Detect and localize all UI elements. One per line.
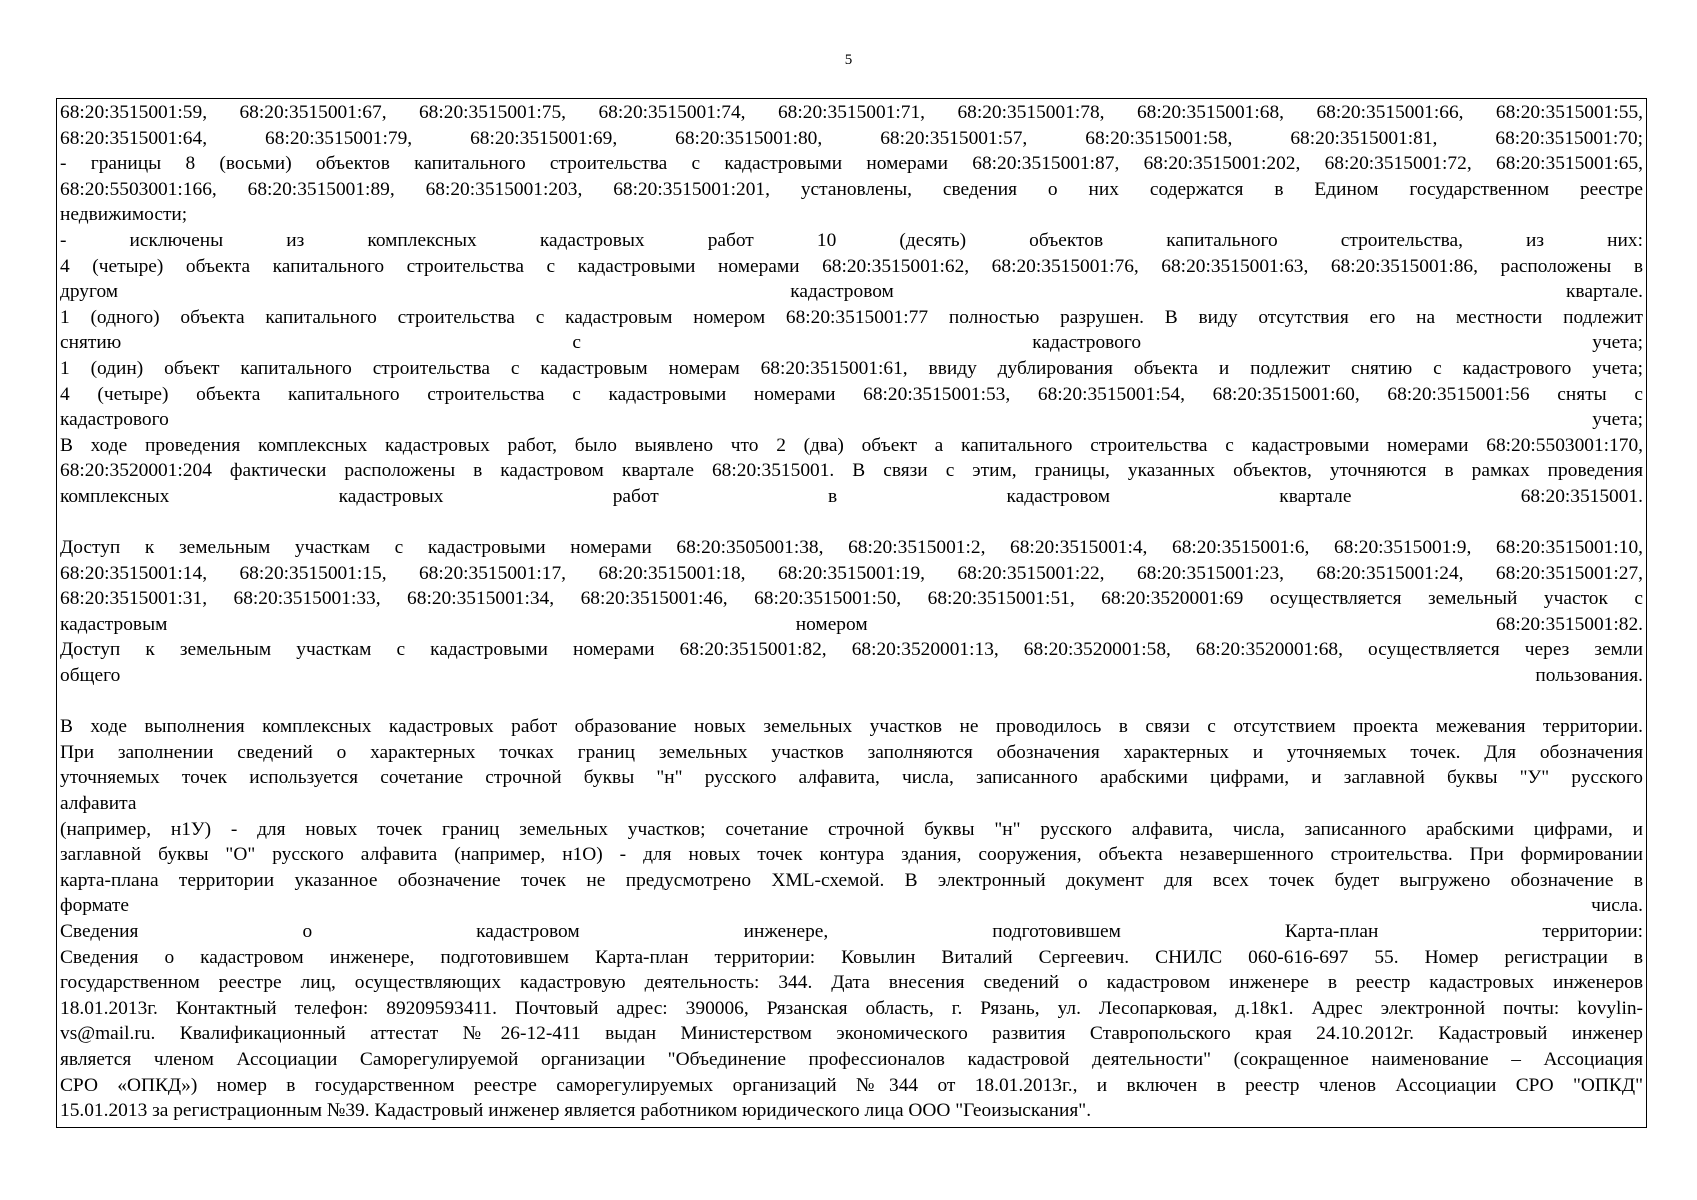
text-line: Сведения о кадастровом инженере, подготовившем Карта-план территории: Ковылин Виталий Сергеевич. СНИЛС 060-616-697 55. Номер регистрации в <box>60 946 1643 968</box>
text-line: (например, н1У) - для новых точек границ земельных участков; сочетание строчной буквы "н" русского алфавита, числа, записанного арабскими цифрами, и <box>60 818 1643 840</box>
text-line: формате числа. <box>60 895 1643 917</box>
text-line: При заполнении сведений о характерных точках границ земельных участков заполняются обозначения характерных и уточняемых точек. Для обозначения <box>60 741 1643 763</box>
text-line: 18.01.2013г. Контактный телефон: 89209593411. Почтовый адрес: 390006, Рязанская область, г. Рязань, ул. Лесопарковая, д.18к1. Адрес электронной почты: kovylin- <box>60 997 1643 1019</box>
text-line: СРО «ОПКД») номер в государственном реестре саморегулируемых организаций №344 от 18.01.2013г., и включен в реестр членов Ассоциации СРО "ОПКД" <box>60 1074 1643 1096</box>
text-line: 1 (один) объект капитального строительства с кадастровым номерам 68:20:3515001:61, ввиду дублирования объекта и подлежит снятию с кадастрового учета; <box>60 357 1643 379</box>
text-line: другом кадастровом квартале. <box>60 281 1643 303</box>
text-line: государственном реестре лиц, осуществляющих кадастровую деятельность: 344. Дата внесения сведений о кадастровом инженере в реестр кадастровых инженеров <box>60 972 1643 994</box>
text-line: алфавита <box>60 793 137 815</box>
text-line: 1 (одного) объекта капитального строительства с кадастровым номером 68:20:3515001:77 полностью разрушен. В виду отсутствия его на местности подлежит <box>60 306 1643 328</box>
text-line: 68:20:3515001:14, 68:20:3515001:15, 68:20:3515001:17, 68:20:3515001:18, 68:20:3515001:19, 68:20:3515001:22, 68:20:3515001:23, 68:20:3515001:24, 68:20:3515001:27, <box>60 562 1643 584</box>
text-line: Сведения о кадастровом инженере, подготовившем Карта-план территории: <box>60 921 1643 942</box>
text-line: - исключены из комплексных кадастровых работ 10 (десять) объектов капитального строительства, из них: <box>60 229 1643 251</box>
text-line: В ходе выполнения комплексных кадастровых работ образование новых земельных участков не проводилось в связи с отсутствием проекта межевания территории. <box>60 716 1643 738</box>
text-line: общего пользования. <box>60 665 1643 687</box>
text-line: Доступ к земельным участкам с кадастровыми номерами 68:20:3505001:38, 68:20:3515001:2, 68:20:3515001:4, 68:20:3515001:6, 68:20:3515001:9, 68:20:3515001:10, <box>60 537 1643 559</box>
text-line: кадастровым номером 68:20:3515001:82. <box>60 613 1643 635</box>
text-line: 68:20:5503001:166, 68:20:3515001:89, 68:20:3515001:203, 68:20:3515001:201, установлены, сведения о них содержатся в Едином государственном реестре <box>60 178 1643 200</box>
text-line: vs@mail.ru. Квалификационный аттестат №26-12-411 выдан Министерством экономического развития Ставропольского края 24.10.2012г. Кадастровый инженер <box>60 1023 1643 1045</box>
text-line: 68:20:3520001:204 фактически расположены в кадастровом квартале 68:20:3515001. В связи с этим, границы, указанных объектов, уточняются в рамках проведения <box>60 460 1643 482</box>
text-line: 68:20:3515001:64, 68:20:3515001:79, 68:20:3515001:69, 68:20:3515001:80, 68:20:3515001:57, 68:20:3515001:58, 68:20:3515001:81, 68:20:3515001:70; <box>60 127 1643 149</box>
text-line: комплексных кадастровых работ в кадастровом квартале 68:20:3515001. <box>60 485 1643 507</box>
text-line: уточняемых точек используется сочетание строчной буквы "н" русского алфавита, числа, записанного арабскими цифрами, и заглавной буквы "У" русского <box>60 767 1643 789</box>
text-line: является членом Ассоциации Саморегулируемой организации "Объединение профессионалов кадастровой деятельности" (сокращенное наименование – Ассоциация <box>60 1048 1643 1070</box>
text-line: 4 (четыре) объекта капитального строительства с кадастровыми номерами 68:20:3515001:53, 68:20:3515001:54, 68:20:3515001:60, 68:20:3515001:56 сняты с <box>60 383 1643 405</box>
text-line: кадастрового учета; <box>60 409 1643 431</box>
document-text-frame <box>56 98 1647 1128</box>
text-line: недвижимости; <box>60 204 188 226</box>
blank-line <box>60 689 1643 715</box>
text-line: заглавной буквы "О" русского алфавита (например, н1О) - для новых точек контура здания, сооружения, объекта незавершенного строительства. При формировании <box>60 844 1643 866</box>
text-line: 68:20:3515001:31, 68:20:3515001:33, 68:20:3515001:34, 68:20:3515001:46, 68:20:3515001:50, 68:20:3515001:51, 68:20:3520001:69 осуществляется земельный участок с <box>60 588 1643 610</box>
text-line: Доступ к земельным участкам с кадастровыми номерами 68:20:3515001:82, 68:20:3520001:13, 68:20:3520001:58, 68:20:3520001:68, осуществляется через земли <box>60 639 1643 661</box>
text-line: карта-плана территории указанное обозначение точек не предусмотрено XML-схемой. В электронный документ для всех точек будет выгружено обозначение в <box>60 869 1643 891</box>
text-line: - границы 8 (восьми) объектов капитального строительства с кадастровыми номерами 68:20:3515001:87, 68:20:3515001:202, 68:20:3515001:72, 68:20:3515001:65, <box>60 153 1643 175</box>
text-line: В ходе проведения комплексных кадастровых работ, было выявлено что 2 (два) объект а капитального строительства с кадастровыми номерами 68:20:5503001:170, <box>60 434 1643 456</box>
text-line: 4 (четыре) объекта капитального строительства с кадастровыми номерами 68:20:3515001:62, 68:20:3515001:76, 68:20:3515001:63, 68:20:3515001:86, расположены в <box>60 255 1643 277</box>
blank-line <box>60 510 1643 536</box>
page-number: 5 <box>844 52 853 68</box>
text-line: 68:20:3515001:59, 68:20:3515001:67, 68:20:3515001:75, 68:20:3515001:74, 68:20:3515001:71, 68:20:3515001:78, 68:20:3515001:68, 68:20:3515001:66, 68:20:3515001:55, <box>60 102 1643 123</box>
text-line: 15.01.2013 за регистрационным №39. Кадастровый инженер является работником юридического лица ООО "Геоизыскания". <box>60 1100 1092 1122</box>
text-line: снятию с кадастрового учета; <box>60 332 1643 354</box>
